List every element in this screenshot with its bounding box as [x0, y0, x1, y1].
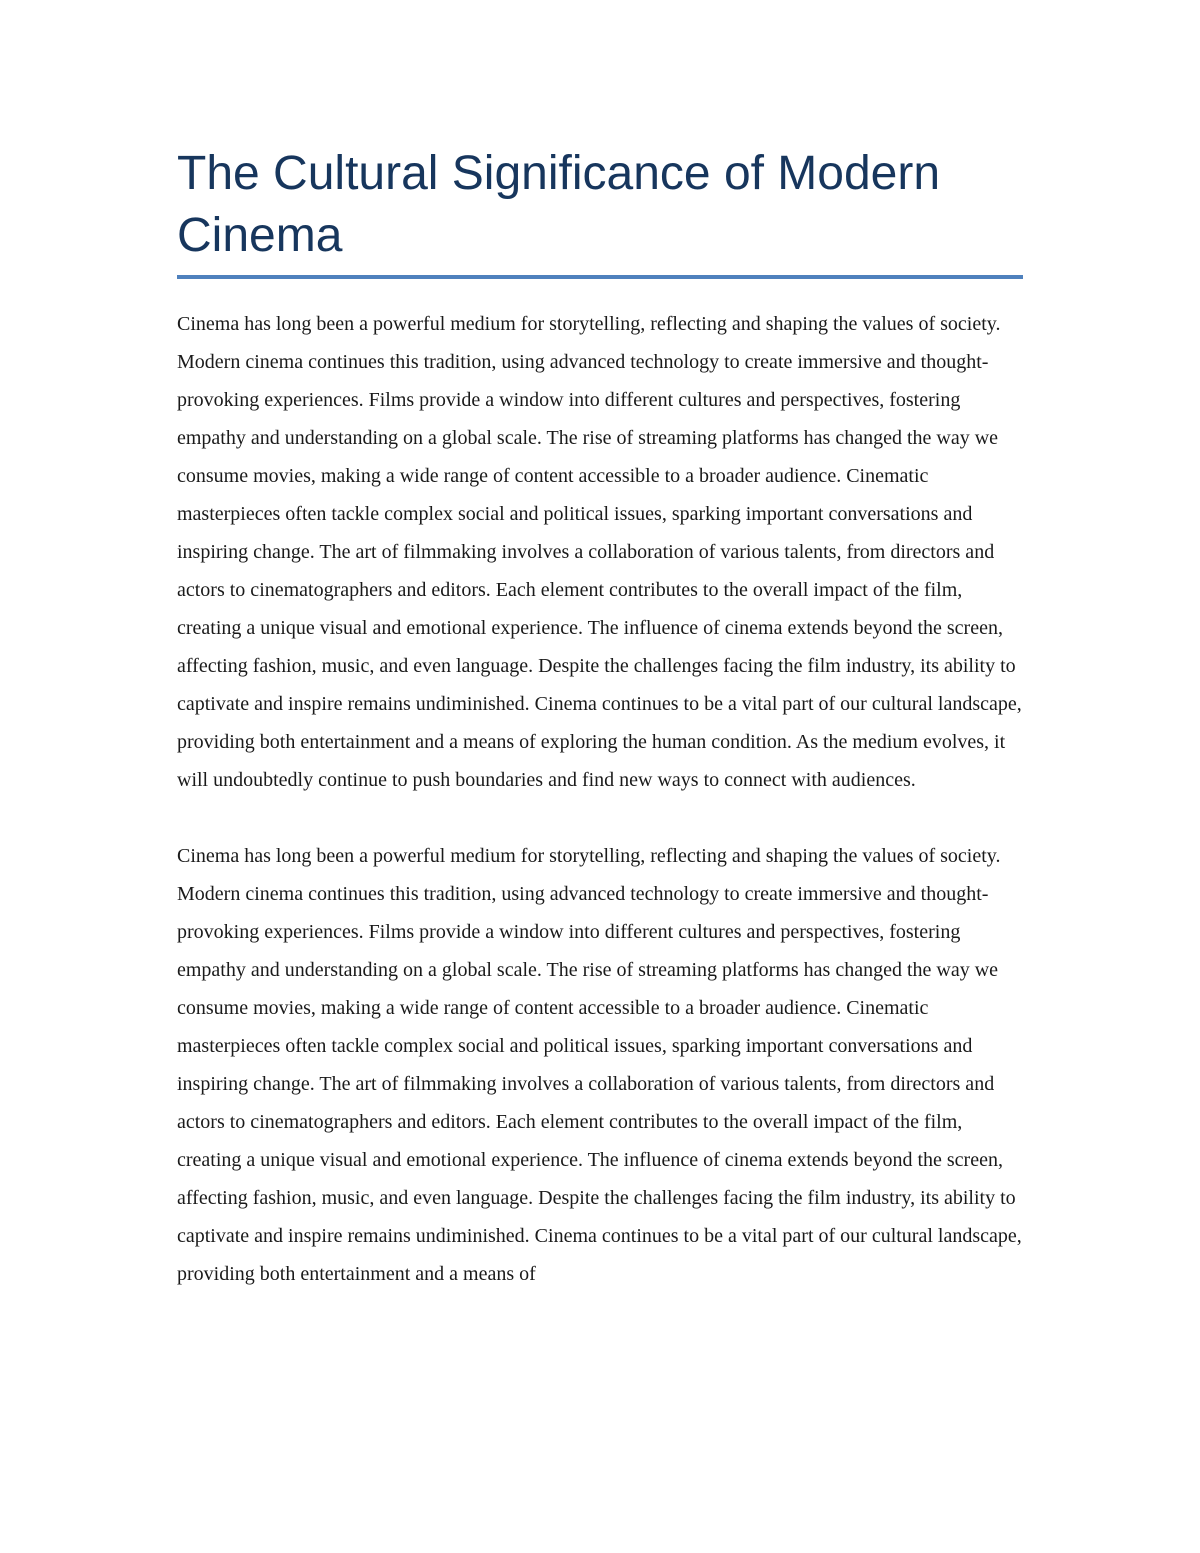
body-paragraph-1: Cinema has long been a powerful medium for storytelling, reflecting and shaping the values of society. Modern cinema continues this tradition, using advanced technology to create immersive and thought-provoking experiences. Films provide a window into different cultures and perspectives, fostering empathy and understanding on a global scale. The rise of streaming platforms has changed the way we consume movies, making a wide range of content accessible to a broader audience. Cinematic masterpieces often tackle complex social and political issues, sparking important conversations and inspiring change. The art of filmmaking involves a collaboration of various talents, from directors and actors to cinematographers and editors. Each element contributes to the overall impact of the film, creating a unique visual and emotional experience. The influence of cinema extends beyond the screen, affecting fashion, music, and even language. Despite the challenges facing the film industry, its ability to captivate and inspire remains undiminished. Cinema continues to be a vital part of our cultural landscape, providing both entertainment and a means of exploring the human condition. As the medium evolves, it will undoubtedly continue to push boundaries and find new ways to connect with audiences. [177, 313, 1022, 791]
document-body [177, 143, 1023, 1293]
body-paragraph-2: Cinema has long been a powerful medium for storytelling, reflecting and shaping the values of society. Modern cinema continues this tradition, using advanced technology to create immersive and thought-provoking experiences. Films provide a window into different cultures and perspectives, fostering empathy and understanding on a global scale. The rise of streaming platforms has changed the way we consume movies, making a wide range of content accessible to a broader audience. Cinematic masterpieces often tackle complex social and political issues, sparking important conversations and inspiring change. The art of filmmaking involves a collaboration of various talents, from directors and actors to cinematographers and editors. Each element contributes to the overall impact of the film, creating a unique visual and emotional experience. The influence of cinema extends beyond the screen, affecting fashion, music, and even language. Despite the challenges facing the film industry, its ability to captivate and inspire remains undiminished. Cinema continues to be a vital part of our cultural landscape, providing both entertainment and a means of [177, 845, 1022, 1285]
document-title: The Cultural Significance of Modern Cinema [177, 147, 941, 262]
title-underline-rule [177, 275, 1023, 279]
